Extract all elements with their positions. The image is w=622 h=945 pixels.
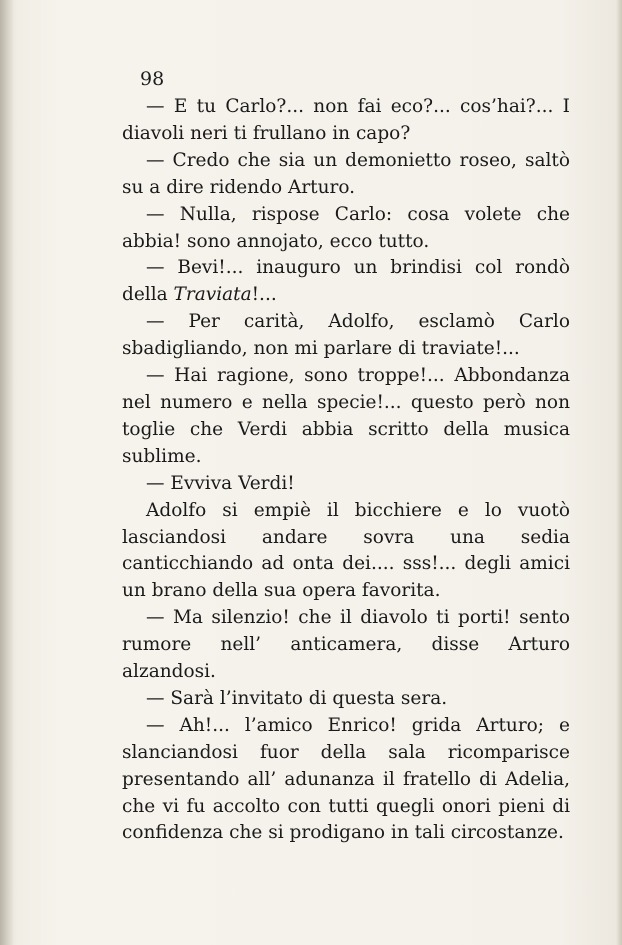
paragraph: — Hai ragione, sono troppe!... Abbondanza nel numero e nella specie!... questo però non toglie che Verdi abbia scritto della musica sublime. (122, 365, 570, 467)
paragraph-text: — Bevi!... inauguro un brindisi col rondò della (122, 257, 570, 306)
paragraph: — E tu Carlo?... non fai eco?... cos’hai?... I diavoli neri ti frullano in capo? (122, 96, 570, 144)
paragraph: — Ah!... l’amico Enrico! grida Arturo; e slanciandosi fuor della sala ricomparisce presentando all’ adunanza il fratello di Adelia, che vi fu accolto con tutti quegli onori pieni di confidenza che si prodigano in tali circostanze. (122, 714, 570, 844)
paragraph (122, 255, 570, 309)
page-edge-shadow (616, 0, 622, 945)
paragraph: — Nulla, rispose Carlo: cosa volete che abbia! sono annojato, ecco tutto. (122, 203, 570, 252)
paragraph: — Ma silenzio! che il diavolo ti porti! sento rumore nell’ anticamera, disse Arturo alzandosi. (122, 607, 570, 683)
italic-title: Traviata (173, 284, 252, 306)
paragraph: — Per carità, Adolfo, esclamò Carlo sbadigliando, non mi parlare di traviate!... (122, 311, 570, 360)
paragraph: — Sarà l’invitato di questa sera. (146, 687, 448, 709)
page-number: 98 (140, 68, 165, 90)
paragraph: Adolfo si empiè il bicchiere e lo vuotò lasciandosi andare sovra una sedia canticchiando ad onta dei.... sss!... degli amici un brano della sua opera favorita. (122, 499, 570, 602)
paragraph: — Credo che sia un demonietto roseo, saltò su a dire ridendo Arturo. (122, 149, 570, 198)
body-text (122, 94, 570, 847)
page-gutter-shadow (0, 0, 14, 945)
paragraph-text: !... (251, 284, 277, 306)
paragraph: — Evviva Verdi! (146, 472, 295, 494)
